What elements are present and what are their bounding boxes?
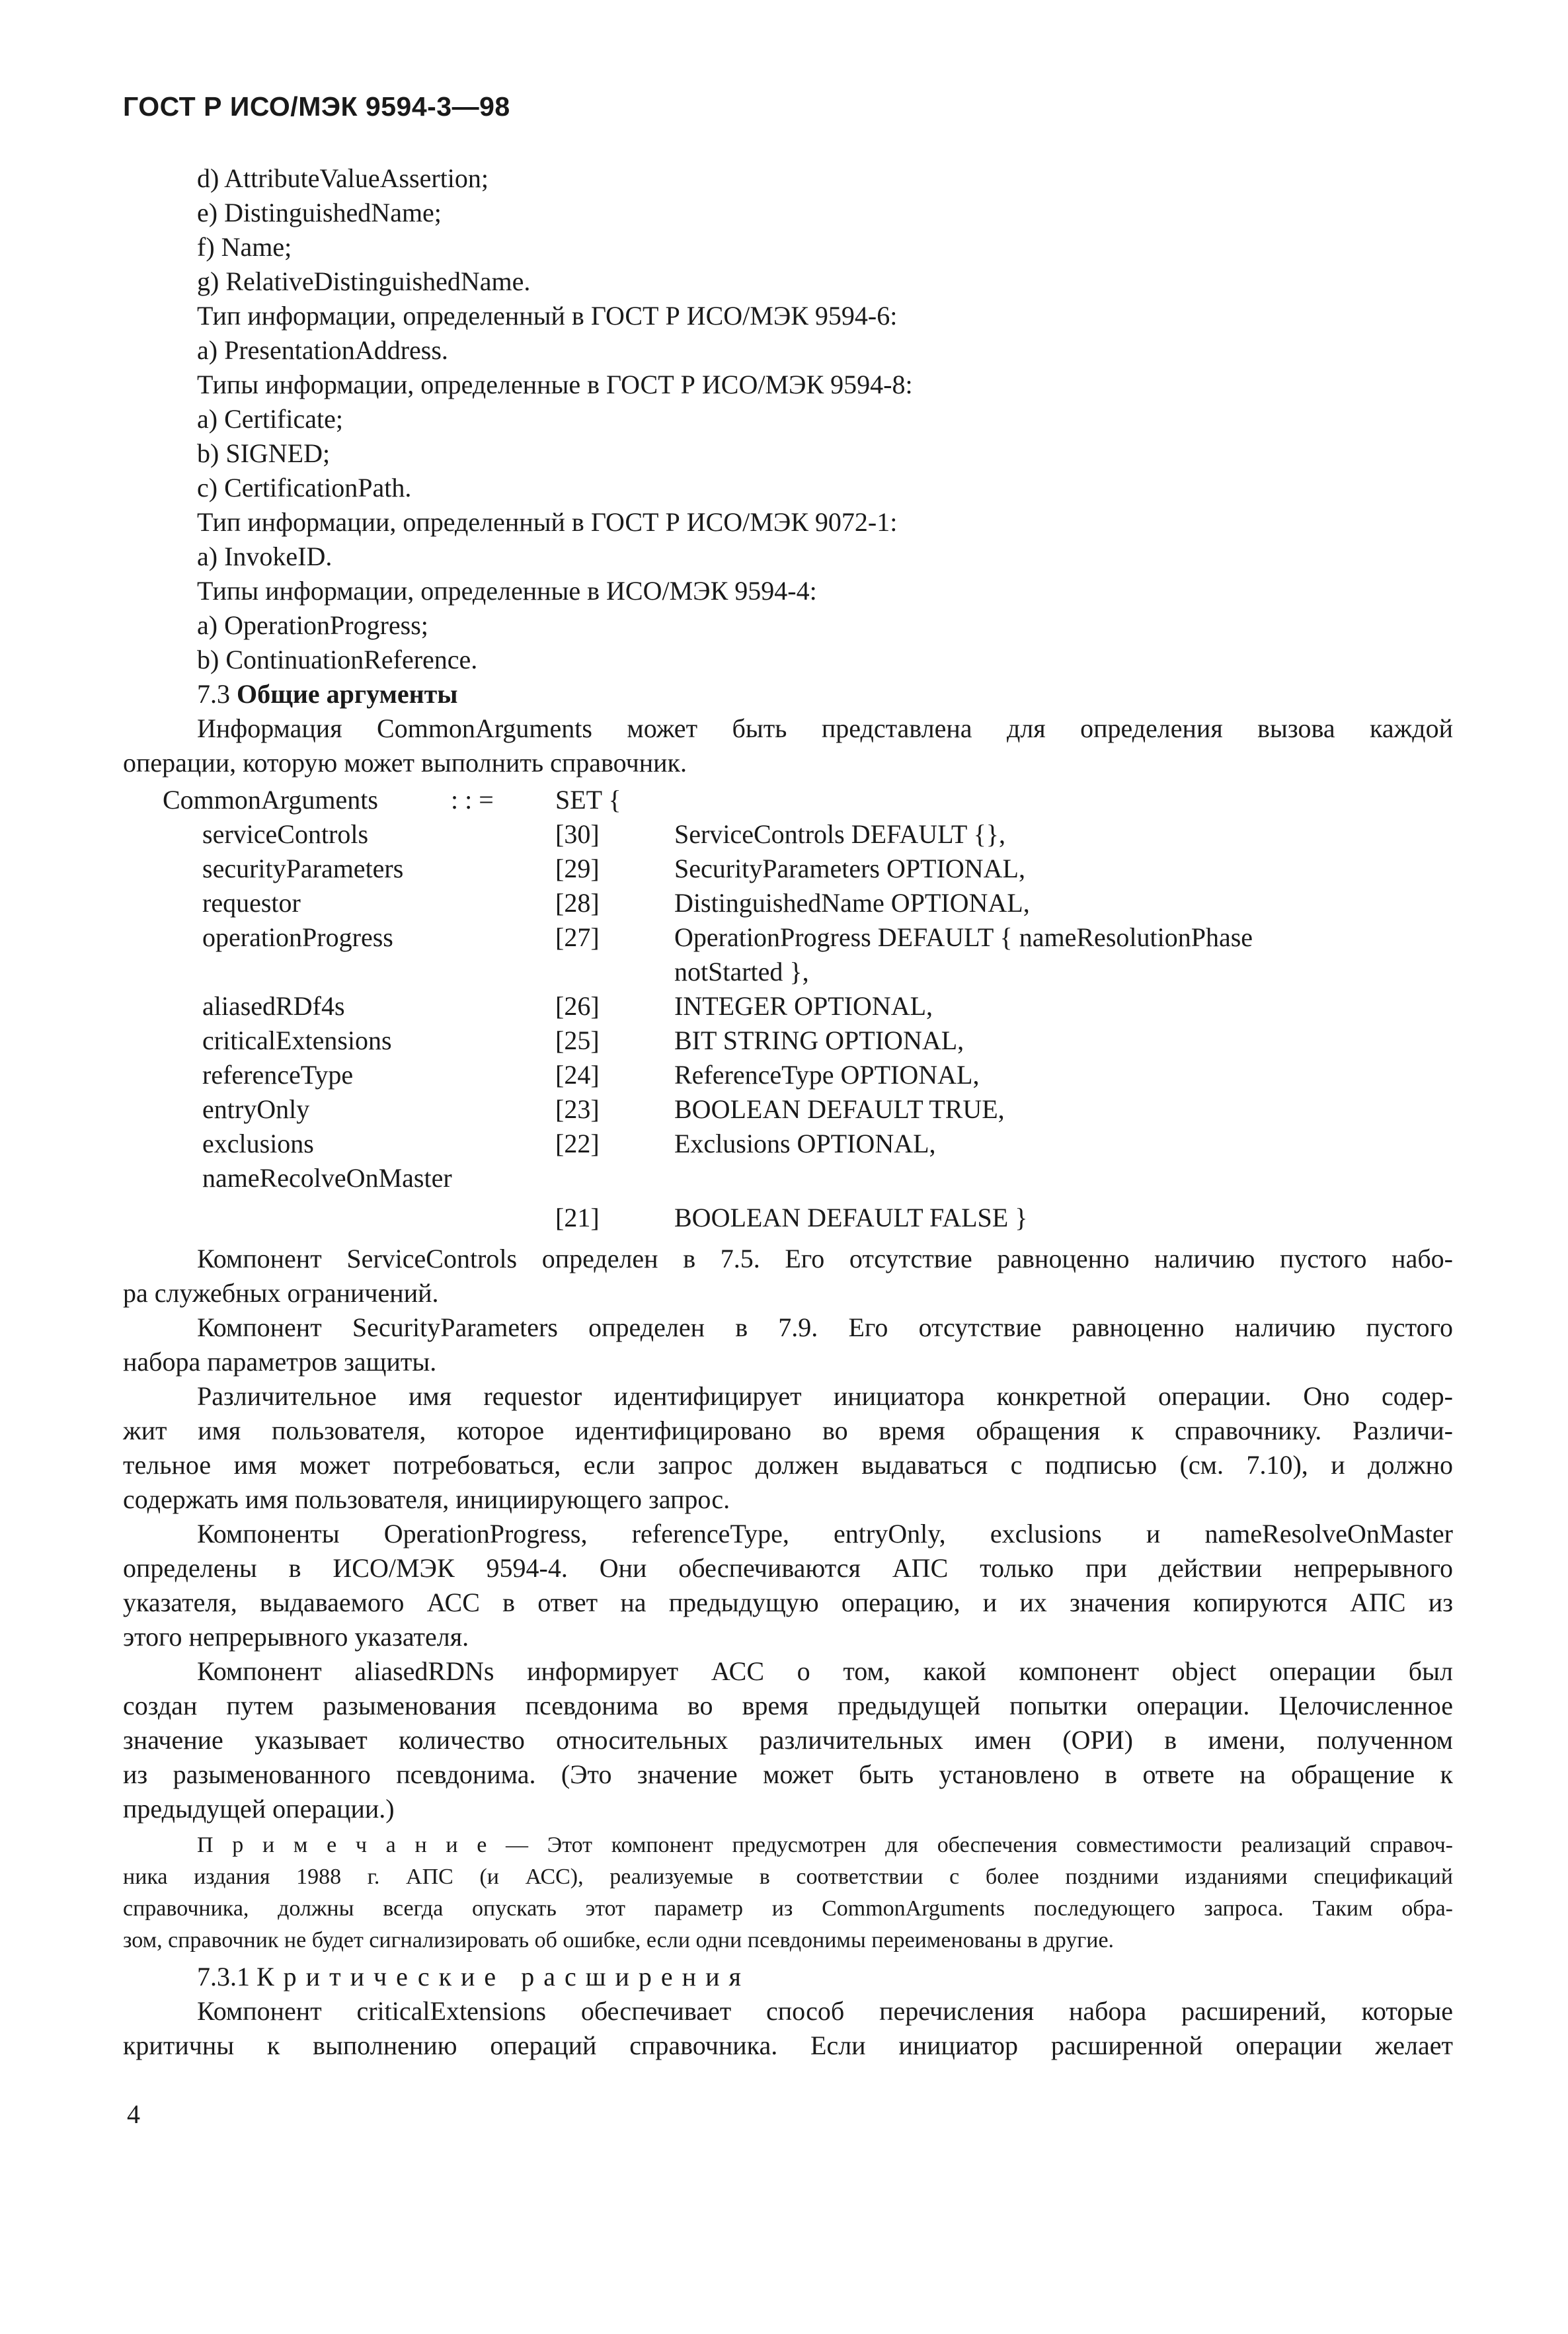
- section-number: 7.3: [197, 679, 230, 709]
- paragraph-line: Компонент criticalExtensions обеспечивает способ перечисления набора расширений, которые: [197, 1996, 1453, 2026]
- asn-field-name: entryOnly: [202, 1094, 310, 1124]
- list-item: Тип информации, определенный в ГОСТ Р ИСО/МЭК 9594-6:: [197, 301, 898, 331]
- paragraph-line: Информация CommonArguments может быть представлена для определения вызова каждой: [197, 713, 1453, 743]
- asn-field-tag: [26]: [555, 991, 600, 1021]
- list-item: e) DistinguishedName;: [197, 198, 442, 227]
- list-item: f) Name;: [197, 232, 292, 262]
- section-heading: [197, 681, 458, 707]
- list-item: d) AttributeValueAssertion;: [197, 163, 489, 193]
- asn-field-tag: [27]: [555, 922, 600, 952]
- paragraph-line: Компонент SecurityParameters определен в 7.9. Его отсутствие равноценно наличию пустого: [197, 1312, 1453, 1342]
- asn-field-name: referenceType: [202, 1060, 354, 1090]
- asn-field-name: operationProgress: [202, 922, 393, 952]
- asn-field-tag: [30]: [555, 819, 600, 849]
- asn-field-name: exclusions: [202, 1129, 314, 1158]
- list-item: b) SIGNED;: [197, 438, 331, 468]
- asn-field-tag: [24]: [555, 1060, 600, 1090]
- paragraph-line: определены в ИСО/МЭК 9594-4. Они обеспечиваются АПС только при действии непрерывного: [123, 1553, 1453, 1583]
- asn-field-name: criticalExtensions: [202, 1026, 392, 1055]
- page-number: 4: [127, 2099, 140, 2129]
- asn-field-name: securityParameters: [202, 854, 404, 883]
- note-line: ника издания 1988 г. АПС (и АСС), реализуемые в соответствии с более поздними изданиями спецификаций: [123, 1865, 1453, 1889]
- paragraph-line: этого непрерывного указателя.: [123, 1622, 469, 1652]
- asn-set-open: SET {: [555, 785, 621, 815]
- list-item: a) OperationProgress;: [197, 610, 428, 640]
- asn-field-type-continuation: notStarted },: [674, 957, 809, 986]
- asn-field-tag: [21]: [555, 1203, 600, 1232]
- asn-field-tag: [23]: [555, 1094, 600, 1124]
- asn-field-type: INTEGER OPTIONAL,: [674, 991, 933, 1021]
- asn-field-type: BOOLEAN DEFAULT TRUE,: [674, 1094, 1005, 1124]
- asn-field-type: ServiceControls DEFAULT {},: [674, 819, 1005, 849]
- asn-field-name: aliasedRDf4s: [202, 991, 345, 1021]
- asn-field-name: nameRecolveOnMaster: [202, 1163, 452, 1193]
- paragraph-line: критичны к выполнению операций справочника. Если инициатор расширенной операции желает: [123, 2031, 1453, 2060]
- paragraph-line: значение указывает количество относительных различительных имен (ОРИ) в имени, полученном: [123, 1725, 1453, 1755]
- paragraph-line: создан путем разыменования псевдонима во время предыдущей попытки операции. Целочисленное: [123, 1691, 1453, 1720]
- list-item: a) InvokeID.: [197, 542, 333, 571]
- subsection-heading: [197, 1964, 750, 1990]
- asn-assign-operator: : : =: [451, 785, 494, 815]
- asn-field-tag: [22]: [555, 1129, 600, 1158]
- list-item: Типы информации, определенные в ИСО/МЭК 9594-4:: [197, 576, 817, 606]
- paragraph-line: указателя, выдаваемого АСС в ответ на предыдущую операцию, и их значения копируются АПС из: [123, 1588, 1453, 1617]
- paragraph-line: тельное имя может потребоваться, если запрос должен выдаваться с подписью (см. 7.10), и должно: [123, 1450, 1453, 1480]
- asn-field-tag: [29]: [555, 854, 600, 883]
- paragraph-line: Компонент ServiceControls определен в 7.5. Его отсутствие равноценно наличию пустого набо-: [197, 1244, 1453, 1273]
- subsection-title: Критические расширения: [256, 1962, 750, 1992]
- document-header: ГОСТ Р ИСО/МЭК 9594-3—98: [123, 91, 510, 122]
- paragraph-line: Различительное имя requestor идентифицирует инициатора конкретной операции. Оно содер-: [197, 1381, 1453, 1411]
- paragraph-line: предыдущей операции.): [123, 1794, 395, 1824]
- asn-field-type: DistinguishedName OPTIONAL,: [674, 888, 1030, 918]
- asn-field-tag: [28]: [555, 888, 600, 918]
- paragraph-line: операции, которую может выполнить справочник.: [123, 748, 687, 778]
- asn-field-type: OperationProgress DEFAULT { nameResolutionPhase: [674, 922, 1253, 952]
- subsection-number: 7.3.1: [197, 1962, 250, 1992]
- asn-field-name: requestor: [202, 888, 301, 918]
- paragraph-line: Компоненты OperationProgress, referenceType, entryOnly, exclusions и nameResolveOnMaster: [197, 1519, 1453, 1549]
- list-item: g) RelativeDistinguishedName.: [197, 266, 531, 296]
- list-item: Тип информации, определенный в ГОСТ Р ИСО/МЭК 9072-1:: [197, 507, 898, 537]
- section-title: Общие аргументы: [237, 679, 458, 709]
- list-item: a) PresentationAddress.: [197, 335, 448, 365]
- paragraph-line: ра служебных ограничений.: [123, 1278, 439, 1308]
- asn-field-type: SecurityParameters OPTIONAL,: [674, 854, 1025, 883]
- note-line: справочника, должны всегда опускать этот параметр из CommonArguments последующего запроса. Таким обра-: [123, 1896, 1453, 1921]
- asn-field-tag: [25]: [555, 1026, 600, 1055]
- asn-type-name: CommonArguments: [163, 785, 378, 815]
- list-item: c) CertificationPath.: [197, 473, 412, 503]
- paragraph-line: набора параметров защиты.: [123, 1347, 437, 1377]
- paragraph-line: из разыменованного псевдонима. (Это значение может быть установлено в ответе на обращение к: [123, 1759, 1453, 1789]
- asn-field-type: BOOLEAN DEFAULT FALSE }: [674, 1203, 1028, 1232]
- paragraph-line: содержать имя пользователя, инициирующего запрос.: [123, 1484, 730, 1514]
- asn-field-type: Exclusions OPTIONAL,: [674, 1129, 936, 1158]
- asn-field-type: BIT STRING OPTIONAL,: [674, 1026, 964, 1055]
- paragraph-line: Компонент aliasedRDNs информирует АСС о том, какой компонент object операции был: [197, 1656, 1453, 1686]
- list-item: Типы информации, определенные в ГОСТ Р ИСО/МЭК 9594-8:: [197, 370, 913, 399]
- asn-field-type: ReferenceType OPTIONAL,: [674, 1060, 980, 1090]
- note-line: П р и м е ч а н и е — Этот компонент предусмотрен для обеспечения совместимости реализаций справоч-: [197, 1833, 1453, 1857]
- note-line: зом, справочник не будет сигнализировать об ошибке, если одни псевдонимы переименованы в другие.: [123, 1928, 1115, 1952]
- asn-field-name: serviceControls: [202, 819, 369, 849]
- paragraph-line: жит имя пользователя, которое идентифицировано во время обращения к справочнику. Различи-: [123, 1416, 1453, 1445]
- list-item: a) Certificate;: [197, 404, 343, 434]
- list-item: b) ContinuationReference.: [197, 645, 478, 674]
